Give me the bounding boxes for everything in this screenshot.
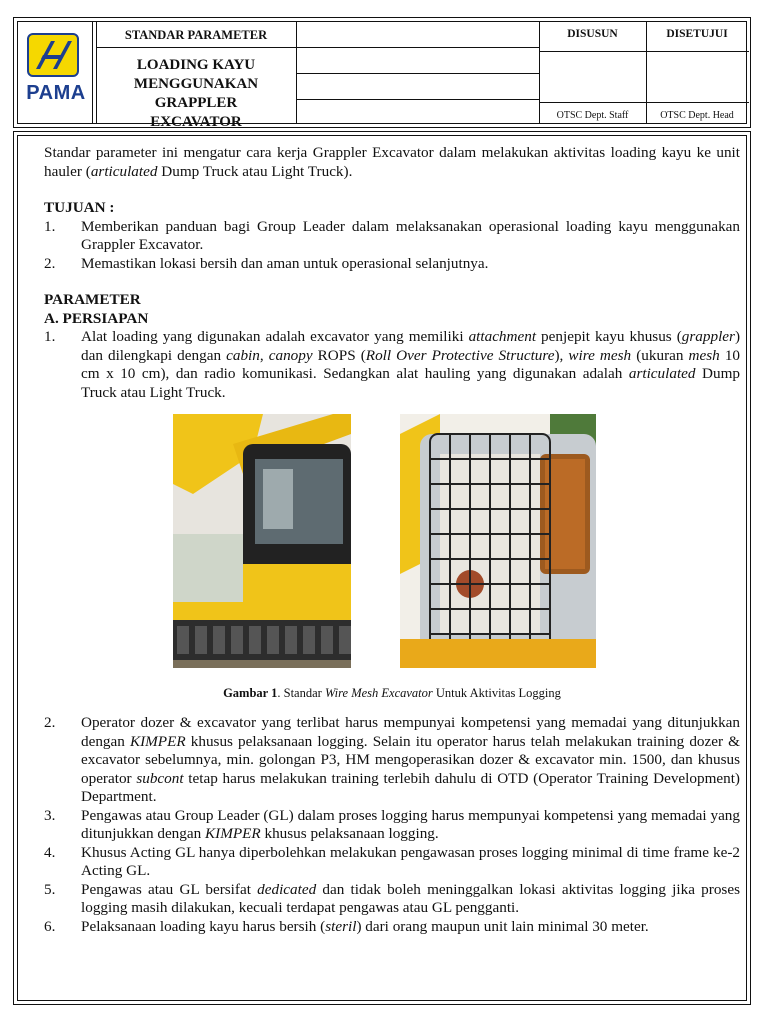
title-line: EXCAVATOR xyxy=(150,114,242,130)
document-title xyxy=(96,56,296,132)
list-item: 3. Pengawas atau Group Leader (GL) dalam proses logging harus mempunyai kompetensi yang memadai yang ditunjukkan dengan KIMPER khusus pelaksanaan logging. xyxy=(44,806,740,842)
figure-caption: Gambar 1. Standar Wire Mesh Excavator Untuk Aktivitas Logging xyxy=(223,686,561,700)
divider xyxy=(92,22,93,123)
list-item: 2. Operator dozer & excavator yang terlibat harus mempunyai kompetensi yang memadai yang ditunjukkan dengan KIMPER khusus pelaksanaan logging. Selain itu operator harus telah melakukan training dozer & excavator sebelumnya, min. golongan P3, HM mengoperasikan dozer & excavator min. 1500, dan khusus operator subcont tetap harus melakukan training terlebih dahulu di OTD (Operator Training Development) Department. xyxy=(44,714,740,805)
divider xyxy=(539,102,749,103)
wire-mesh-cab-photo xyxy=(400,414,596,668)
title-line: MENGGUNAKAN xyxy=(133,76,259,92)
divider xyxy=(296,99,539,100)
document-header xyxy=(13,17,751,128)
disusun-label: DISUSUN xyxy=(567,28,618,40)
disetujui-role: OTSC Dept. Head xyxy=(660,110,734,121)
divider xyxy=(296,73,539,74)
logo-text: PAMA xyxy=(26,82,86,104)
tujuan-heading: TUJUAN : xyxy=(44,199,115,216)
title-line: GRAPPLER xyxy=(154,95,238,111)
list-item: 5. Pengawas atau GL bersifat dedicated dan tidak boleh meninggalkan lokasi aktivitas logging jika proses logging masih dilakukan, kecuali terdapat pengawas atau GL pengganti. xyxy=(44,880,740,916)
disusun-role: OTSC Dept. Staff xyxy=(556,110,629,121)
intro-paragraph: Standar parameter ini mengatur cara kerja Grappler Excavator dalam melakukan aktivitas loading kayu ke unit hauler (articulated Dump Truck atau Light Truck). xyxy=(44,144,740,180)
list-item: 2. Memastikan lokasi bersih dan aman untuk operasional selanjutnya. xyxy=(44,254,489,272)
title-line: LOADING KAYU xyxy=(136,57,256,73)
excavator-cab-image xyxy=(173,414,351,668)
header-inner-frame xyxy=(17,21,747,130)
list-item: 1. Alat loading yang digunakan adalah excavator yang memiliki attachment penjepit kayu khusus (grappler) dan dilengkapi dengan cabin, canopy ROPS (Roll Over Protective Structure), wire mesh (ukuran mesh 10 cm x 10 cm), dan radio komunikasi. Sedangkan alat hauling yang digunakan adalah articulated Dump Truck atau Light Truck. xyxy=(44,328,741,401)
persiapan-list-continued xyxy=(44,714,740,936)
tujuan-list xyxy=(44,218,740,274)
pama-logo-icon xyxy=(27,33,79,77)
title-cell xyxy=(96,22,296,130)
figure-1 xyxy=(44,414,740,714)
wire-mesh-cab-image xyxy=(400,414,596,668)
excavator-cab-photo xyxy=(173,414,351,668)
divider xyxy=(296,47,539,48)
persiapan-list xyxy=(44,328,740,402)
list-item: 4. Khusus Acting GL hanya diperbolehkan melakukan pengawasan proses logging minimal di time frame ke-2 Acting GL. xyxy=(44,843,740,879)
parameter-heading: PARAMETER xyxy=(44,291,141,308)
doc-type-label: STANDAR PARAMETER xyxy=(124,28,268,42)
logo-cell xyxy=(18,22,92,123)
persiapan-heading: A. PERSIAPAN xyxy=(44,309,149,327)
divider xyxy=(96,47,296,48)
document-content xyxy=(44,144,740,936)
divider xyxy=(539,51,749,52)
disetujui-label: DISETUJUI xyxy=(666,28,728,40)
list-item: 6. Pelaksanaan loading kayu harus bersih (steril) dari orang maupun unit lain minimal 30 meter. xyxy=(44,917,649,935)
list-item: 1. Memberikan panduan bagi Group Leader dalam melaksanakan operasional loading kayu menggunakan Grappler Excavator. xyxy=(44,217,740,253)
